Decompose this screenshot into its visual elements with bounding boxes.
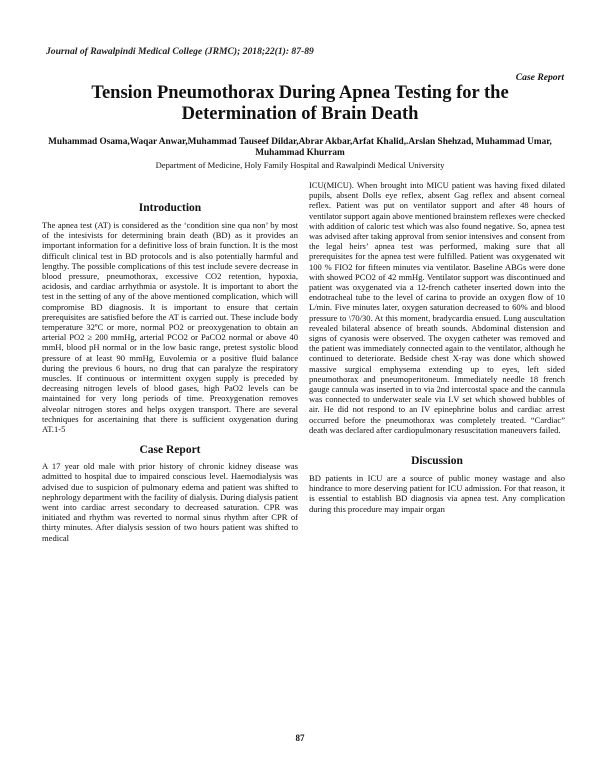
affiliation: Department of Medicine, Holy Family Hospital and Rawalpindi Medical University [155,160,445,170]
discussion-text: BD patients in ICU are a source of public money wastage and also hindrance to more deserving patient for ICU admission. For that reason, it is essential to establish BD diagnosis via apnea test. Any complication during this procedure may impair organ [309,473,565,514]
page-number: 87 [295,733,305,743]
right-column [309,180,565,514]
introduction-heading: Introduction [138,202,202,214]
introduction-text: The apnea test (AT) is considered as the ‘condition sine qua non’ by most of the intesivists for determining brain death (BD) as it provides an important information for a definitive loss of brain function. It is the most difficult clinical test in BD protocols and is also potentially harmful and lengthy. The possible complications of this test include severe decrease in blood pressure, pneumothorax, excessive CO2 retention, hypoxia, acidosis, and cardiac arrhythmia or asystole. It is important to abort the test in the setting of any of the above mentioned complication, which will compromise BD diagnosis. It is important to ensure that certain prerequisites are satisfied before the AT is carried out. These include body temperature 32ºC or more, normal PO2 or preoxygenation to obtain an arterial PO2 ≥ 200 mmHg, arterial PCO2 or PaCO2 normal or above 40 mmH, blood pH normal or in the low basic range, pretest systolic blood pressure of at least 90 mmHg, Euvolemia or a positive fluid balance during the previous 6 hours, no drug that can paralyze the respiratory muscles. If continuous or intermittent oxygen supply is preceded by decreasing nitrogen levels of blood gases, high PaO2 levels can be maintained for very long periods of time. Preoxygenation removes alveolar nitrogen stores and helps oxygen transport. There are several techniques for ascertaining that there is sufficient oxygenation during AT.1-5 [42,220,298,435]
case-report-heading: Case Report [139,444,201,457]
left-column [42,180,298,543]
case-report-text-right: ICU(MICU). When brought into MICU patient was having fixed dilated pupils, absent Dolls eye reflex, absent Gag reflex and absent corneal reflex. Patient was put on ventilator support and after 48 hours of ventilator support again above mentioned brainstem reflexes were checked with addition of caloric test which was also found negative. So, apnea test was advised after taking approval from senior intensives and consent from the legal heirs’ apnea test was performed, making sure that all prerequisites for the apnea test were fulfilled. Patient was oxygenated wit 100 % FIO2 for fifteen minutes via ventilator. Baseline ABGs were done with showed PCO2 of 42 mmHg. Ventilator support was discontinued and patient was oxygenated via a 12-french catheter inserted down into the endotracheal tube to the level of carina to provide an oxygen flow of 10 L/min. Five minutes later, oxygen saturation decreased to 60% and blood pressure to \70/30. At this moment, bradycardia ensued. Lung auscultation revealed bilateral absence of breath sounds. Abdominal distension and signs of cyanosis were observed. The oxygen catheter was removed and the patient was immediately connected again to the ventilator, although he continued to deteriorate. Bedside chest X-ray was done which showed massive surgical emphysema extending up to eyes, left sided pneumothorax and pneumoperitoneum. Immediately needle 18 french gauge cannula was inserted in to via 2nd intercostal space and the cannula was connected to underwater seale via I.V set which showed bubbles of air. He did not respond to an IV epinephrine bolus and cardiac arrest occurred before the pneumothorax was completely treated. “Cardiac” death was declared after cardiopulmonary resuscitation maneuvers failed. [309,180,565,435]
discussion-heading: Discussion [411,455,463,468]
case-report-text-left: A 17 year old male with prior history of chronic kidney disease was admitted to hospital due to impaired conscious level. Haemodialysis was advised due to suspicion of pulmonary edema and patient was shifted to nephrology department with the facility of dialysis. During dialysis patient went into cardiac arrest secondary to decreased saturation. CPR was initiated and rhythm was reverted to normal sinus rhythm after CPR of thirty minutes. After dialysis session of two hours patient was shifted to medical [42,461,298,543]
article-title: Tension Pneumothorax During Apnea Testing for the Determination of Brain Death [91,83,509,124]
journal-citation: Journal of Rawalpindi Medical College (JRMC); 2018;22(1): 87-89 [46,46,314,57]
article-type: Case Report [515,72,564,83]
author-list: Muhammad Osama,Waqar Anwar,Muhammad Tauseef Dildar,Abrar Akbar,Arfat Khalid,.Arslan Shehzad, Muhammad Umar, Muhammad Khurram [48,137,552,158]
